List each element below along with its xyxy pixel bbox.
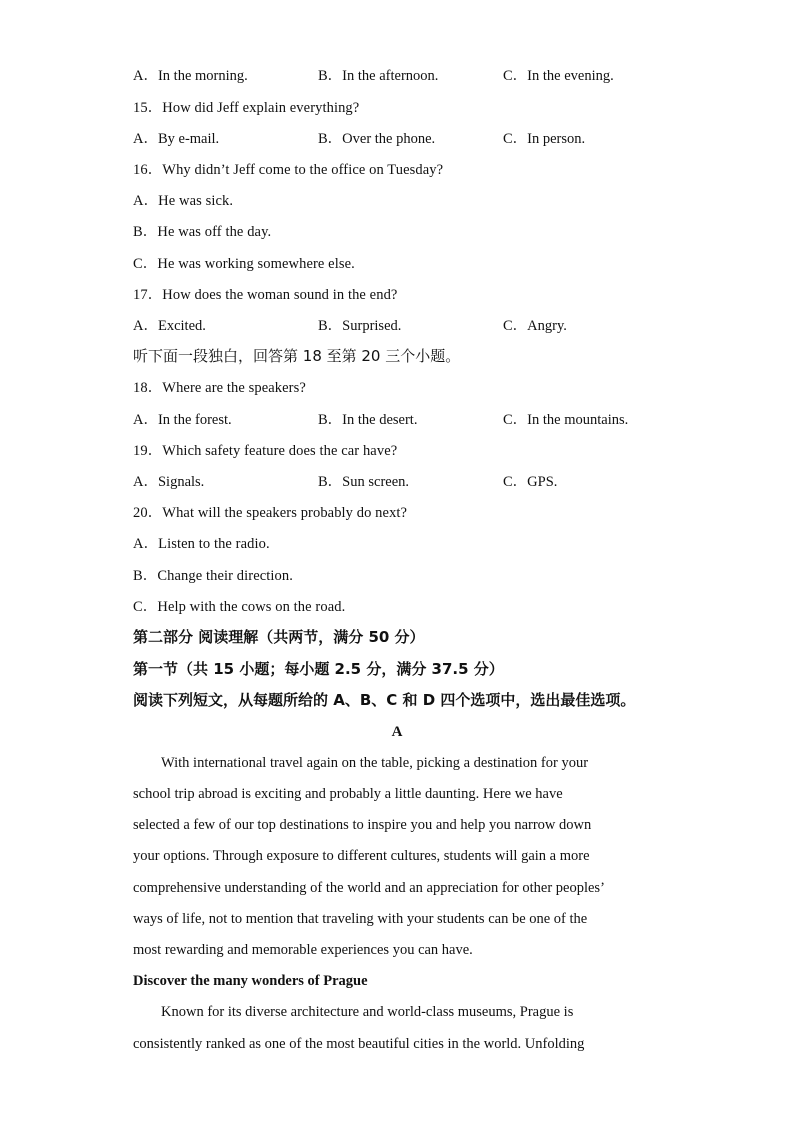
part2-section1-title: 第一节（共 15 小题；每小题 2.5 分，满分 37.5 分） bbox=[133, 660, 504, 678]
q17-option-a: A．Excited. bbox=[133, 318, 206, 334]
q19-option-a: A．Signals. bbox=[133, 474, 205, 490]
q15-option-c: C．In person. bbox=[503, 131, 586, 147]
q19-option-c: C．GPS. bbox=[503, 474, 558, 490]
q18-stem: 18．Where are the speakers? bbox=[133, 380, 306, 396]
q18-option-a: A．In the forest. bbox=[133, 412, 232, 428]
q20-option-b: B．Change their direction. bbox=[133, 568, 293, 584]
q20-option-c: C．Help with the cows on the road. bbox=[133, 599, 346, 615]
passage-p1-line-2: school trip abroad is exciting and probably a little daunting. Here we have bbox=[133, 786, 563, 802]
q15-option-b: B．Over the phone. bbox=[318, 131, 436, 147]
q18-option-c: C．In the mountains. bbox=[503, 412, 629, 428]
q15-stem: 15．How did Jeff explain everything? bbox=[133, 100, 360, 116]
passage-p2-line-2: consistently ranked as one of the most beautiful cities in the world. Unfolding bbox=[133, 1036, 585, 1052]
q17-stem: 17．How does the woman sound in the end? bbox=[133, 287, 398, 303]
q16-option-c: C．He was working somewhere else. bbox=[133, 256, 355, 272]
passage-p1-line-1: With international travel again on the table, picking a destination for your bbox=[161, 755, 589, 771]
q18-option-b: B．In the desert. bbox=[318, 412, 418, 428]
passage-p2-line-1: Known for its diverse architecture and world-class museums, Prague is bbox=[161, 1004, 574, 1020]
q15-option-a: A．By e-mail. bbox=[133, 131, 220, 147]
passage-p1-line-3: selected a few of our top destinations to inspire you and help you narrow down bbox=[133, 817, 592, 833]
q20-stem: 20．What will the speakers probably do next? bbox=[133, 505, 408, 521]
passage-section-heading: Discover the many wonders of Prague bbox=[133, 973, 368, 989]
q14-option-a: A．In the morning. bbox=[133, 68, 248, 84]
q19-stem: 19．Which safety feature does the car have? bbox=[133, 443, 398, 459]
q20-option-a: A．Listen to the radio. bbox=[133, 536, 270, 552]
passage-p1-line-5: comprehensive understanding of the world and an appreciation for other peoples’ bbox=[133, 880, 605, 896]
monologue-instruction: 听下面一段独白，回答第 18 至第 20 三个小题。 bbox=[133, 347, 461, 365]
q14-option-c: C．In the evening. bbox=[503, 68, 614, 84]
q16-option-a: A．He was sick. bbox=[133, 193, 234, 209]
q19-option-b: B．Sun screen. bbox=[318, 474, 410, 490]
q16-option-b: B．He was off the day. bbox=[133, 224, 272, 240]
q17-option-c: C．Angry. bbox=[503, 318, 567, 334]
part2-title: 第二部分 阅读理解（共两节，满分 50 分） bbox=[133, 628, 425, 646]
q14-option-b: B．In the afternoon. bbox=[318, 68, 439, 84]
passage-p1-line-6: ways of life, not to mention that traveling with your students can be one of the bbox=[133, 911, 588, 927]
q17-option-b: B．Surprised. bbox=[318, 318, 402, 334]
passage-p1-line-7: most rewarding and memorable experiences you can have. bbox=[133, 942, 473, 958]
q16-stem: 16．Why didn’t Jeff come to the office on Tuesday? bbox=[133, 162, 444, 178]
passage-label: A bbox=[391, 724, 403, 740]
part2-instruction: 阅读下列短文，从每题所给的 A、B、C 和 D 四个选项中，选出最佳选项。 bbox=[133, 691, 636, 709]
passage-p1-line-4: your options. Through exposure to different cultures, students will gain a more bbox=[133, 848, 590, 864]
